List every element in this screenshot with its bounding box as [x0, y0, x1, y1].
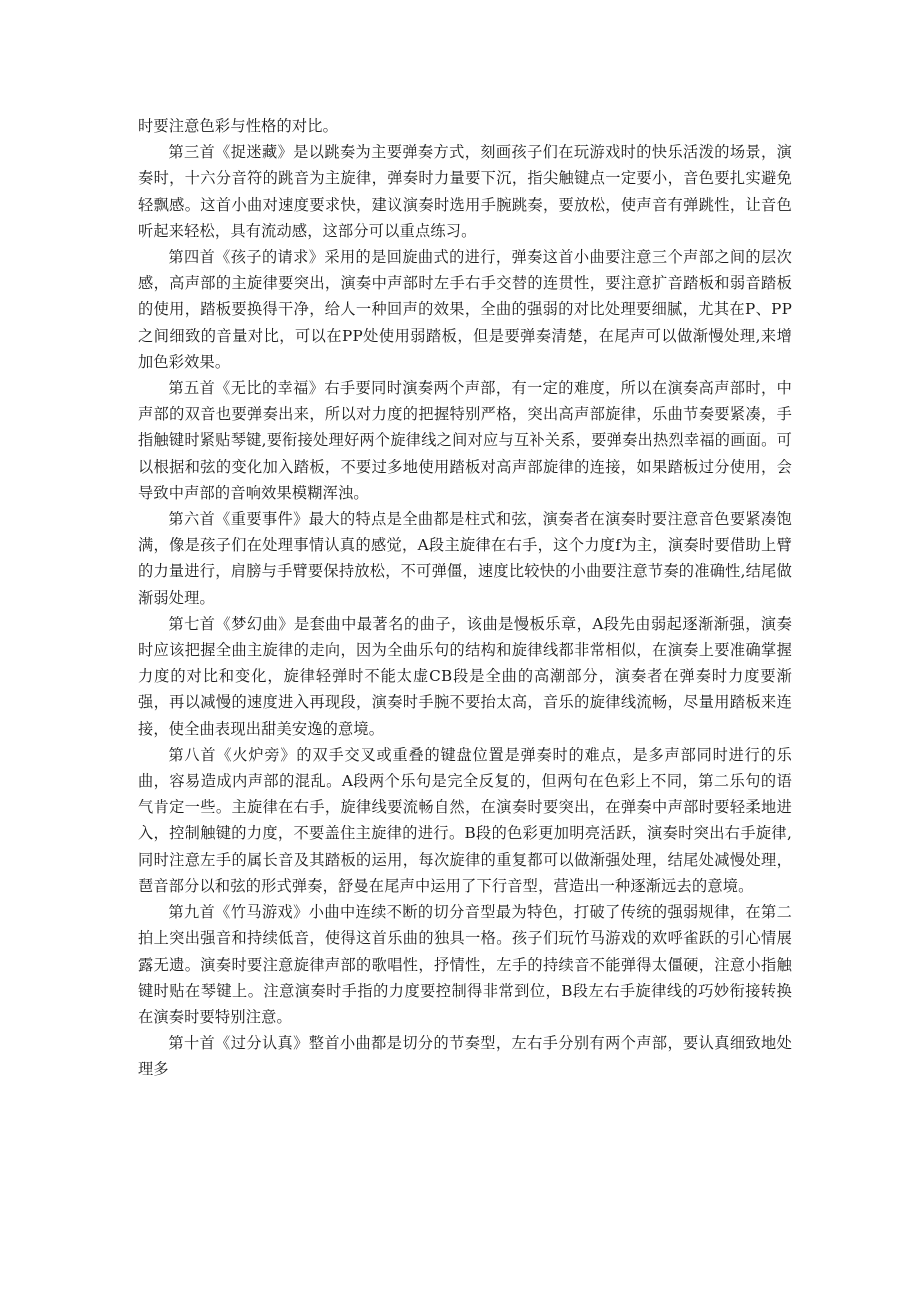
paragraph-childs-request: 第四首《孩子的请求》采用的是回旋曲式的进行，弹奏这首小曲要注意三个声部之间的层次感，高声部的主旋律要突出，演奏中声部时左手右手交替的连贯性，要注意扩音踏板和弱音踏板的使用，踏板要换得干净，给人一种回声的效果，全曲的强弱的对比处理要细腻，尤其在P、PP之间细致的音量对比，可以在PP处使用弱踏板，但是要弹奏清楚，在尾声可以做渐慢处理,来增加色彩效果。 [138, 248, 792, 371]
paragraph-continuation: 时要注意色彩与性格的对比。 [138, 117, 339, 135]
paragraph-by-the-fireside: 第八首《火炉旁》的双手交叉或重叠的键盘位置是弹奏时的难点，是多声部同时进行的乐曲，容易造成内声部的混乱。A段两个乐句是完全反复的，但两句在色彩上不同，第二乐句的语气肯定一些。主旋律在右手，旋律线要流畅自然，在演奏时要突出，在弹奏中声部时要轻柔地进入，控制触键的力度，不要盖住主旋律的进行。B段的色彩更加明亮活跃，演奏时突出右手旋律,同时注意左手的属长音及其踏板的运用，每次旋律的重复都可以做渐强处理，结尾处减慢处理，琶音部分以和弦的形式弹奏，舒曼在尾声中运用了下行音型，营造出一种逐渐远去的意境。 [138, 745, 792, 895]
paragraph-hobby-horse: 第九首《竹马游戏》小曲中连续不断的切分音型最为特色，打破了传统的强弱规律，在第二拍上突出强音和持续低音，使得这首乐曲的独具一格。孩子们玩竹马游戏的欢呼雀跃的引心情展露无遗。演奏时要注意旋律声部的歌唱性，抒情性，左手的持续音不能弹得太僵硬，注意小指触键时贴在琴键上。注意演奏时手指的力度要控制得非常到位，B段左右手旋律线的巧妙衔接转换在演奏时要特别注意。 [138, 903, 792, 1026]
paragraph-perfect-happiness: 第五首《无比的幸福》右手要同时演奏两个声部，有一定的难度，所以在演奏高声部时，中声部的双音也要弹奏出来，所以对力度的把握特别严格，突出高声部旋律，乐曲节奏要紧凑，手指触键时紧贴琴键,要衔接处理好两个旋律线之间对应与互补关系，要弹奏出热烈幸福的画面。可以根据和弦的变化加入踏板，不要过多地使用踏板对高声部旋律的连接，如果踏板过分使用，会导致中声部的音响效果模糊浑浊。 [138, 379, 792, 502]
paragraph-almost-too-serious: 第十首《过分认真》整首小曲都是切分的节奏型，左右手分别有两个声部，要认真细致地处理多 [138, 1034, 792, 1079]
paragraph-traumerei: 第七首《梦幻曲》是套曲中最著名的曲子，该曲是慢板乐章，A段先由弱起逐渐渐强，演奏时应该把握全曲主旋律的走向，因为全曲乐句的结构和旋律线都非常相似，在演奏上要准确掌握力度的对比和变化，旋律轻弹时不能太虚CB段是全曲的高潮部分，演奏者在弹奏时力度要渐强，再以减慢的速度进入再现段，演奏时手腕不要抬太高，音乐的旋律线流畅，尽量用踏板来连接，使全曲表现出甜美安逸的意境。 [138, 614, 792, 738]
paragraph-important-event: 第六首《重要事件》最大的特点是全曲都是柱式和弦，演奏者在演奏时要注意音色要紧凑饱满，像是孩子们在处理事情认真的感觉，A段主旋律在右手，这个力度f为主，演奏时要借助上臂的力量进行，肩膀与手臂要保持放松，不可弹僵，速度比较快的小曲要注意节奏的准确性,结尾做渐弱处理。 [138, 510, 792, 607]
paragraph-hide-and-seek: 第三首《捉迷藏》是以跳奏为主要弹奏方式，刻画孩子们在玩游戏时的快乐活泼的场景，演奏时，十六分音符的跳音为主旋律，弹奏时力量要下沉，指尖触键点一定要小，音色要扎实避免轻飘感。这首小曲对速度要求快，建议演奏时选用手腕跳奏，要放松，使声音有弹跳性，让音色听起来轻松，具有流动感，这部分可以重点练习。 [138, 143, 792, 240]
document-body [138, 113, 792, 1083]
